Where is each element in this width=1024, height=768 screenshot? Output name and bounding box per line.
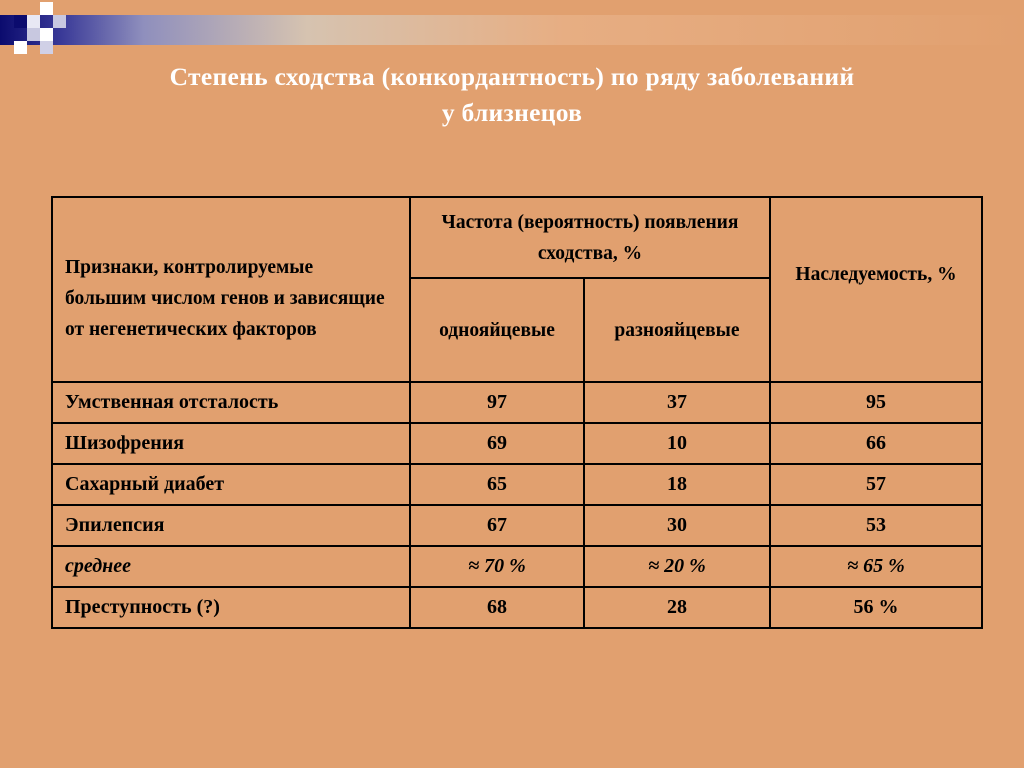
row-monozygotic: 68 <box>410 587 584 628</box>
table-row <box>52 382 982 423</box>
row-dizygotic: 30 <box>584 505 770 546</box>
row-heritability: 57 <box>770 464 982 505</box>
header-frequency: Частота (вероятность) появления сходства, % <box>410 197 770 278</box>
top-decorative-band <box>0 15 1024 45</box>
title-line-1: Степень сходства (конкордантность) по ряду заболеваний <box>169 62 855 91</box>
row-monozygotic: 69 <box>410 423 584 464</box>
row-heritability: 66 <box>770 423 982 464</box>
header-dizygotic: разнояйцевые <box>584 278 770 382</box>
row-dizygotic: ≈ 20 % <box>584 546 770 587</box>
row-monozygotic: 65 <box>410 464 584 505</box>
title-line-2: у близнецов <box>441 98 583 127</box>
table-row <box>52 587 982 628</box>
header-heritability: Наследуемость, % <box>770 197 982 382</box>
row-name: Эпилепсия <box>52 505 410 546</box>
row-monozygotic: 97 <box>410 382 584 423</box>
row-heritability: 56 % <box>770 587 982 628</box>
row-name: Умственная отсталость <box>52 382 410 423</box>
row-monozygotic: ≈ 70 % <box>410 546 584 587</box>
slide-title <box>40 59 984 131</box>
table-row <box>52 505 982 546</box>
row-name: Преступность (?) <box>52 587 410 628</box>
row-heritability: ≈ 65 % <box>770 546 982 587</box>
row-dizygotic: 18 <box>584 464 770 505</box>
table-row-average <box>52 546 982 587</box>
row-heritability: 95 <box>770 382 982 423</box>
row-dizygotic: 10 <box>584 423 770 464</box>
row-heritability: 53 <box>770 505 982 546</box>
row-dizygotic: 37 <box>584 382 770 423</box>
table-row <box>52 423 982 464</box>
table-row <box>52 464 982 505</box>
row-dizygotic: 28 <box>584 587 770 628</box>
row-monozygotic: 67 <box>410 505 584 546</box>
header-monozygotic: однояйцевые <box>410 278 584 382</box>
header-traits: Признаки, контролируемые большим числом генов и зависящие от негенетических факторов <box>52 197 410 382</box>
row-name: среднее <box>52 546 410 587</box>
row-name: Шизофрения <box>52 423 410 464</box>
row-name: Сахарный диабет <box>52 464 410 505</box>
twin-concordance-table <box>51 196 983 629</box>
